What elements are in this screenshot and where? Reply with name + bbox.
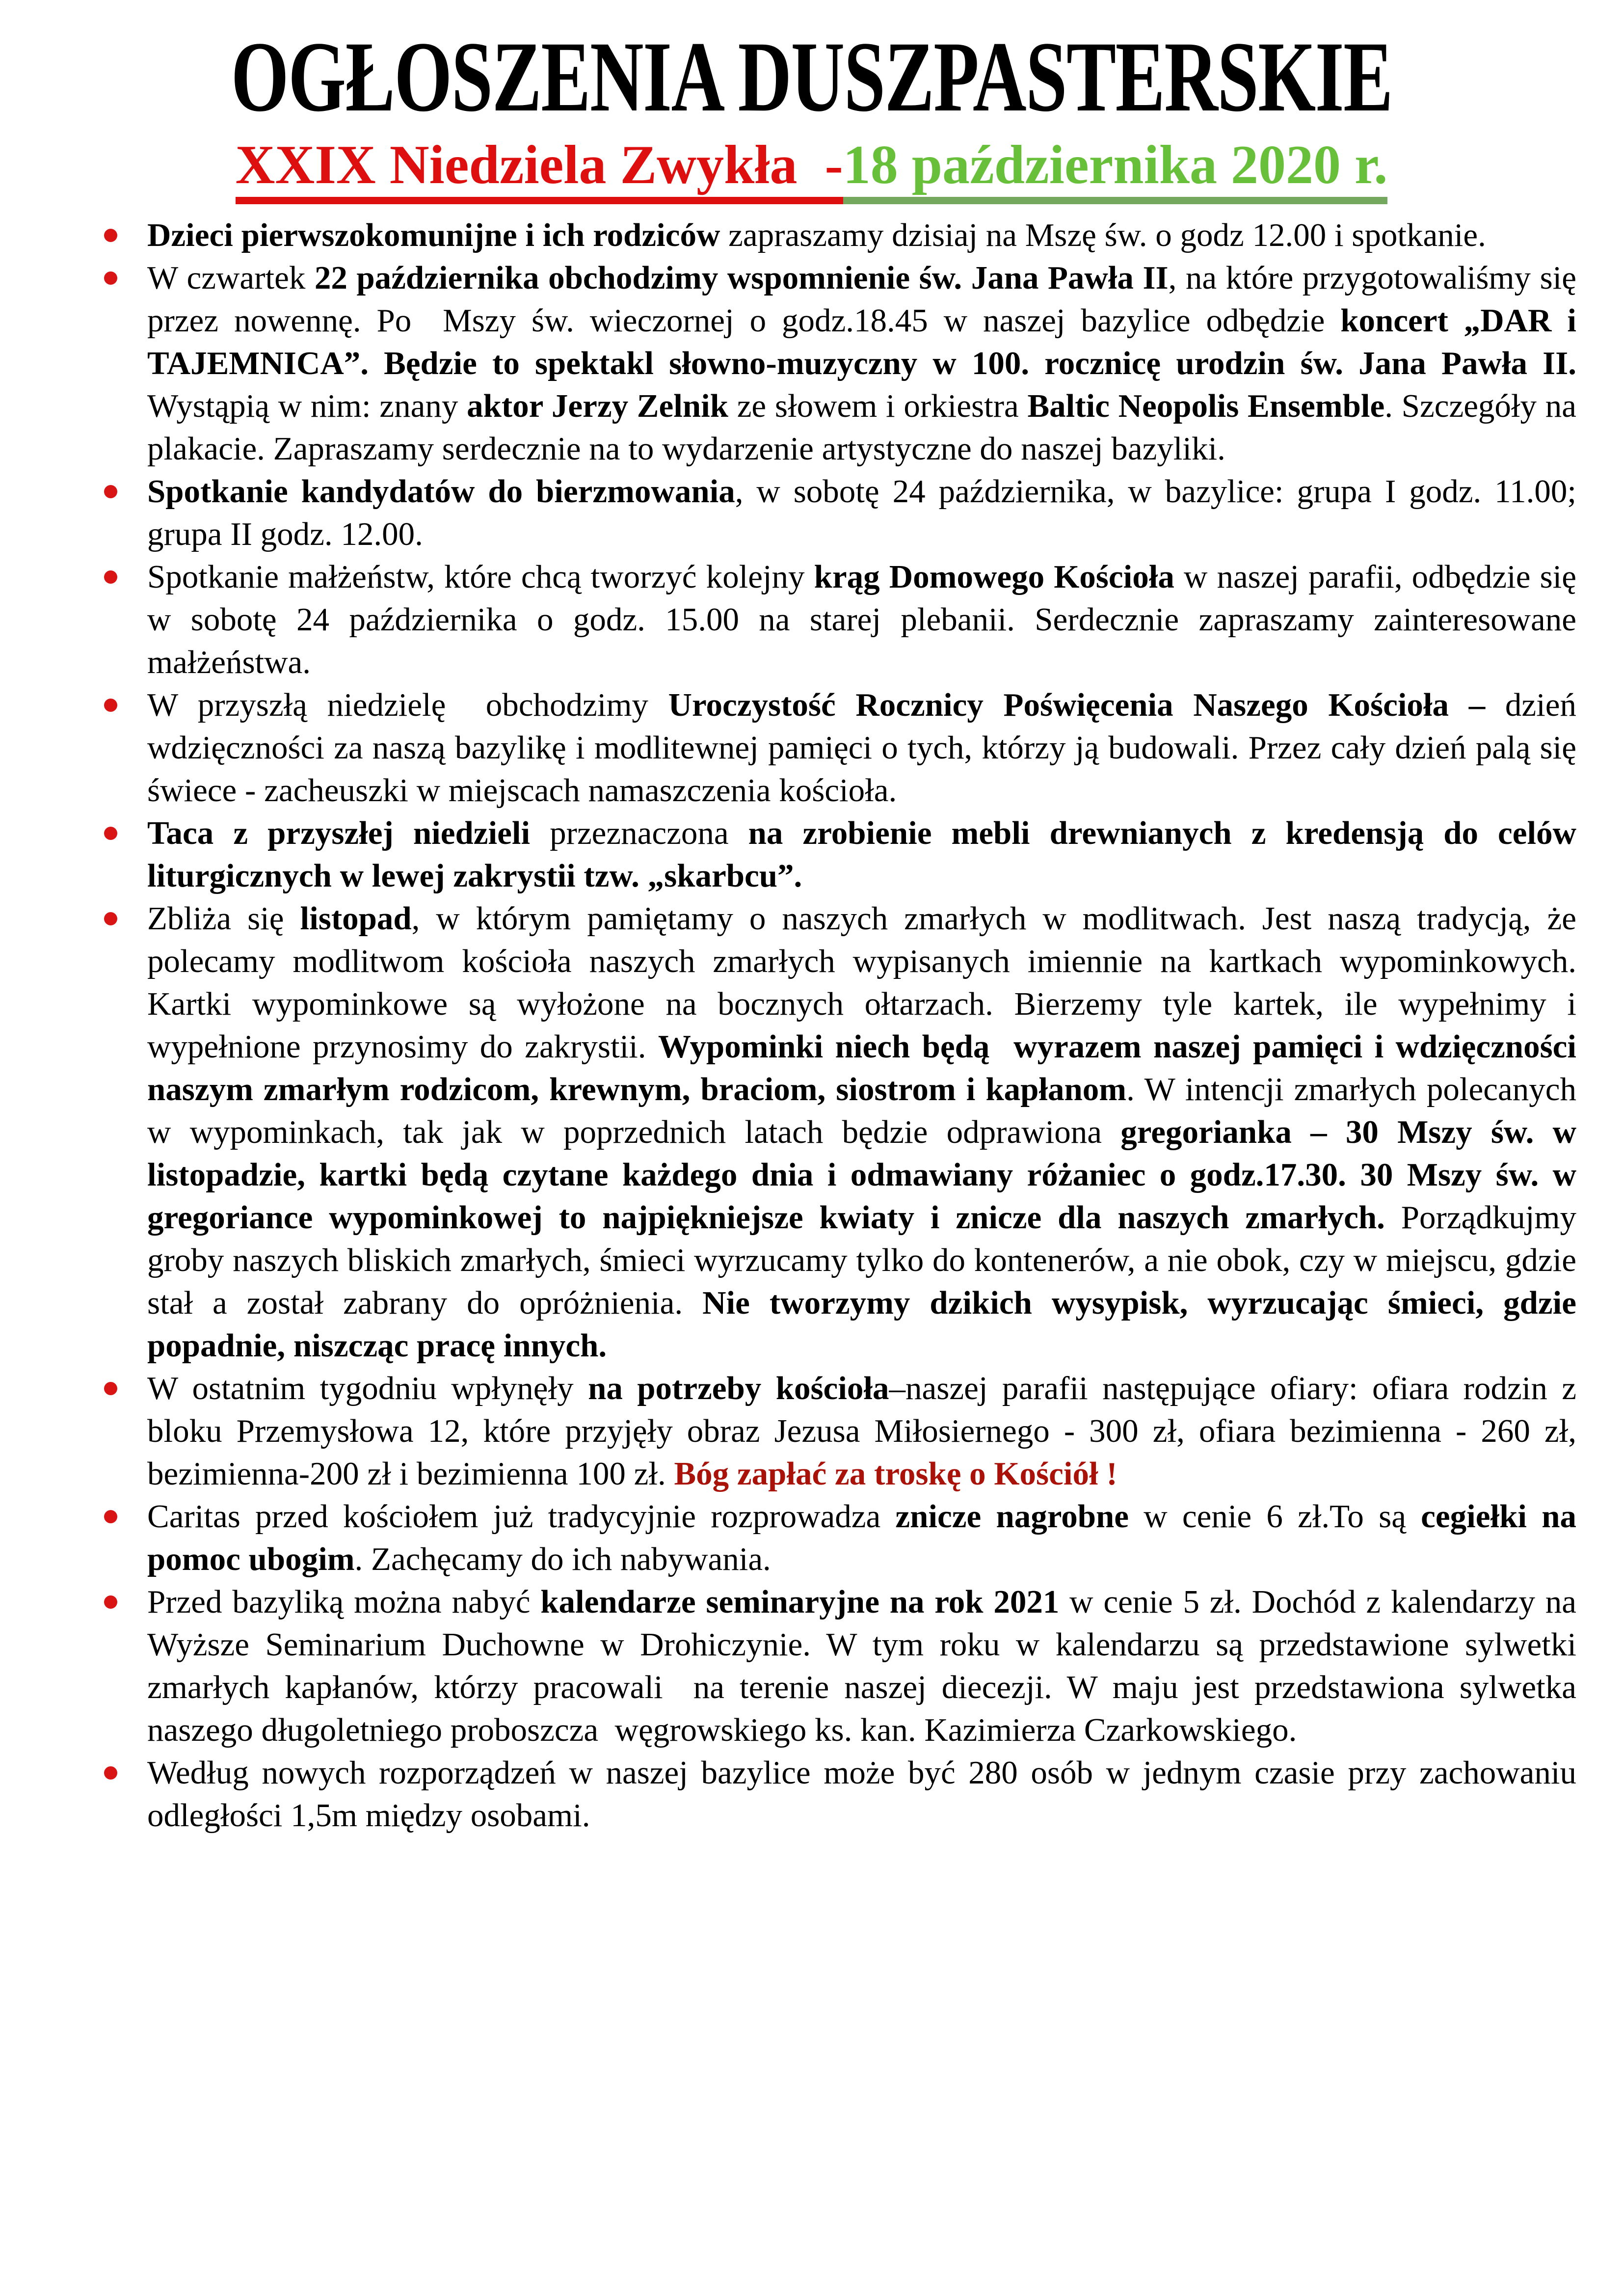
text-run-bold: aktor Jerzy Zelnik bbox=[467, 388, 728, 425]
text-run: Porządkujmy groby naszych bliskich zmarłych, śmieci wyrzucamy tylko do kontenerów, a nie obok, czy w miejscu, gdzie stał a został zabrany do opróżnienia. bbox=[147, 1199, 1585, 1322]
list-item bbox=[147, 1495, 1585, 1581]
bullet-icon bbox=[104, 1595, 117, 1609]
text-run-bold: cegiełki na pomoc ubogim bbox=[147, 1498, 1585, 1578]
page-title-text: OGŁOSZENIA DUSZPASTERSKIE bbox=[231, 21, 1392, 133]
text-run: ze słowem i orkiestra bbox=[728, 388, 1028, 425]
text-run-bold: Dzieci pierwszokomunijne i ich rodziców bbox=[147, 217, 720, 254]
text-run: Caritas przed kościołem już tradycyjnie rozprowadza bbox=[147, 1498, 896, 1535]
text-run-bold: Nie tworzymy dzikich wysypisk, wyrzucając śmieci, gdzie popadnie, niszcząc pracę innych. bbox=[147, 1285, 1585, 1364]
text-run-bold: koncert „DAR i TAJEMNICA”. Będzie to spektakl słowno-muzyczny w 100. rocznicę urodzin św. Jana Pawła II. bbox=[147, 302, 1584, 382]
subtitle bbox=[0, 136, 1623, 205]
bullet-icon bbox=[104, 827, 117, 840]
list-item bbox=[147, 897, 1585, 1367]
bullet-icon bbox=[104, 570, 117, 584]
text-run-bold: krąg Domowego Kościoła bbox=[814, 559, 1174, 595]
bullet-icon bbox=[104, 699, 117, 712]
text-run-bold: Uroczystość Rocznicy Poświęcenia Naszego Kościoła – bbox=[668, 687, 1486, 724]
text-run: w naszej parafii, odbędzie się w sobotę 24 października o godz. 15.00 na starej plebanii. Serdecznie zapraszamy zainteresowane małżeństwa. bbox=[147, 559, 1585, 681]
text-run: . Szczegóły na plakacie. Zapraszamy serdecznie na to wydarzenie artystyczne do naszej bazyliki. bbox=[147, 388, 1609, 467]
announcements-list bbox=[147, 214, 1609, 1837]
list-item bbox=[147, 470, 1585, 556]
text-run-bold: znicze nagrobne bbox=[895, 1498, 1129, 1535]
text-run-bold: kalendarze seminaryjne na rok 2021 bbox=[540, 1584, 1060, 1621]
text-run-bold: na potrzeby kościoła bbox=[588, 1370, 889, 1407]
text-run: w cenie 5 zł. Dochód z kalendarzy na Wyższe Seminarium Duchowne w Drohiczynie. W tym roku w kalendarzu są przedstawione sylwetki zmarłych kapłanów, którzy pracowali na terenie naszej diecezji. W maju jest przedstawiona sylwetka naszego długoletniego proboszcza węgrowskiego ks. kan. Kazimierza Czarkowskiego. bbox=[147, 1584, 1585, 1749]
list-item bbox=[147, 1581, 1585, 1752]
text-run: W ostatnim tygodniu wpłynęły bbox=[147, 1370, 588, 1407]
text-run: Zbliża się bbox=[147, 900, 300, 937]
list-item bbox=[147, 812, 1585, 897]
text-run: , w którym pamiętamy o naszych zmarłych w modlitwach. Jest naszą tradycją, że polecamy modlitwom kościoła naszych zmarłych wypisanych imiennie na kartkach wypominkowych. Kartki wypominkowe są wyłożone na bocznych ołtarzach. Bierzemy tyle kartek, ile wypełnimy i wypełnione przynosimy do zakrystii. bbox=[147, 900, 1585, 1065]
bullet-icon bbox=[104, 271, 117, 285]
subtitle-date-right: 18 października 2020 r. bbox=[843, 136, 1388, 205]
text-run: w cenie 6 zł.To są bbox=[1129, 1498, 1421, 1535]
text-run-bold: Taca z przyszłej niedzieli bbox=[147, 815, 531, 852]
text-run-bold: Spotkanie kandydatów do bierzmowania bbox=[147, 473, 735, 510]
text-run-bold: Bóg zapłać za troskę o Kościół ! bbox=[674, 1456, 1117, 1492]
text-run: W przyszłą niedzielę obchodzimy bbox=[147, 687, 668, 724]
text-run: . W intencji zmarłych polecanych w wypominkach, tak jak w poprzednich latach będzie odprawiona bbox=[147, 1071, 1585, 1151]
bullet-icon bbox=[104, 1766, 117, 1780]
text-run: przeznaczona bbox=[530, 815, 748, 852]
list-item bbox=[147, 1367, 1585, 1495]
text-run: dzień wdzięczności za naszą bazylikę i modlitewnej pamięci o tych, którzy ją budowali. Przez cały dzień palą się świece - zacheuszki w miejscach namaszczenia kościoła. bbox=[147, 687, 1593, 809]
bullet-icon bbox=[104, 485, 117, 498]
bullet-icon bbox=[104, 912, 117, 925]
text-run-bold: listopad bbox=[300, 900, 412, 937]
text-run-bold: na zrobienie mebli drewnianych z kredensją do celów liturgicznych w lewej zakrystii tzw. „skarbcu”. bbox=[147, 815, 1585, 894]
bullet-icon bbox=[104, 229, 117, 242]
text-run: Według nowych rozporządzeń w naszej bazylice może być 280 osób w jednym czasie przy zachowaniu odległości 1,5m między osobami. bbox=[147, 1755, 1585, 1834]
bullet-icon bbox=[104, 1510, 117, 1523]
text-run: –naszej parafii następujące ofiary: ofiara rodzin z bloku Przemysłowa 12, które przyjęły obraz Jezusa Miłosiernego - 300 zł, ofiara bezimienna - 260 zł, bezimienna-200 zł i bezimienna 100 zł. bbox=[147, 1370, 1585, 1492]
text-run: Spotkanie małżeństw, które chcą tworzyć kolejny bbox=[147, 559, 814, 595]
text-run: Przed bazyliką można nabyć bbox=[147, 1584, 541, 1621]
bullet-icon bbox=[104, 1382, 117, 1395]
list-item bbox=[147, 214, 1576, 257]
text-run-bold: 22 października obchodzimy wspomnienie św. Jana Pawła II bbox=[314, 260, 1169, 297]
list-item bbox=[147, 257, 1609, 470]
subtitle-date-left: XXIX Niedziela Zwykła - bbox=[236, 136, 843, 205]
text-run: . Zachęcamy do ich nabywania. bbox=[354, 1541, 771, 1578]
text-run: zapraszamy dzisiaj na Mszę św. o godz 12.00 i spotkanie. bbox=[720, 217, 1486, 254]
text-run-bold: Wypominki niech będą wyrazem naszej pamięci i wdzięczności naszym zmarłym rodzicom, krewnym, braciom, siostrom i kapłanom bbox=[147, 1028, 1585, 1108]
text-run: W czwartek bbox=[147, 260, 315, 297]
text-run-bold: Baltic Neopolis Ensemble bbox=[1027, 388, 1385, 425]
list-item bbox=[147, 1752, 1585, 1837]
page-title bbox=[0, 21, 1623, 134]
list-item bbox=[147, 556, 1585, 684]
text-run: , na które przygotowaliśmy się przez nowennę. Po Mszy św. wieczornej o godz.18.45 w naszej bazylice odbędzie bbox=[147, 260, 1585, 339]
list-item bbox=[147, 684, 1593, 812]
text-run: Wystąpią w nim: znany bbox=[147, 345, 1585, 425]
text-run: , w sobotę 24 października, w bazylice: grupa I godz. 11.00; grupa II godz. 12.00. bbox=[147, 473, 1585, 553]
text-run-bold: gregorianka – 30 Mszy św. w listopadzie, kartki będą czytane każdego dnia i odmawiany różaniec o godz.17.30. 30 Mszy św. w gregoriance wypominkowej to najpiękniejsze kwiaty i znicze dla naszych zmarłych. bbox=[147, 1114, 1585, 1236]
